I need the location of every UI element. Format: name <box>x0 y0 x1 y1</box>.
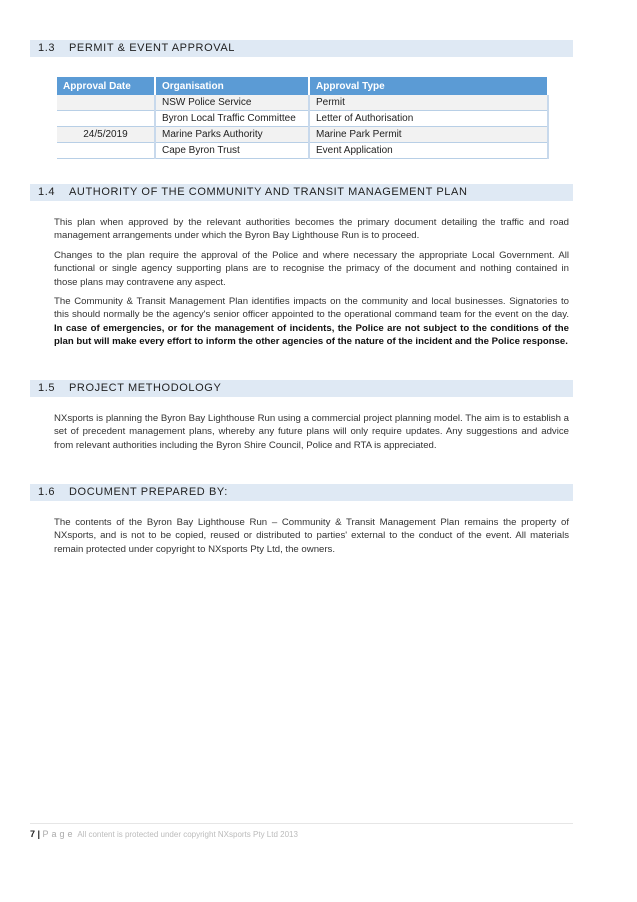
paragraph <box>54 295 569 349</box>
methodology-text <box>54 412 569 458</box>
paragraph: NXsports is planning the Byron Bay Lighthouse Run using a commercial project planning model. The aim is to establish a set of precedent management plans, whereby any future plans will only require updates. Any suggestions and advice from relevant authorities including the Byron Shire Council, Police and RTA is appreciated. <box>54 413 569 451</box>
paragraph: Changes to the plan require the approval of the Police and where necessary the appropriate Local Government. All functional or single agency supporting plans are to recognise the primacy of the document and nothing contained in those plans may contravene any aspect. <box>54 249 569 288</box>
section-heading-permit <box>30 40 573 57</box>
section-number: 1.3 <box>38 42 56 54</box>
table-row <box>57 111 548 127</box>
cell-organisation: Cape Byron Trust <box>155 143 309 159</box>
page-label: Page <box>42 829 76 839</box>
section-title: PERMIT & EVENT APPROVAL <box>69 42 236 54</box>
cell-type: Letter of Authorisation <box>309 111 548 127</box>
section-title: DOCUMENT PREPARED BY: <box>69 486 228 498</box>
section-title: AUTHORITY OF THE COMMUNITY AND TRANSIT MANAGEMENT PLAN <box>69 186 468 198</box>
prepared-text <box>54 516 569 562</box>
footer-separator: | <box>35 829 43 839</box>
paragraph-text: The Community & Transit Management Plan identifies impacts on the community and local businesses. Signatories to this should normally be the agency's senior officer appointed to the operational command team for the event on the day. <box>54 296 569 321</box>
section-heading-methodology <box>30 380 573 397</box>
cell-date <box>57 95 155 111</box>
header-approval-date: Approval Date <box>57 77 155 95</box>
table-row <box>57 143 548 159</box>
paragraph: This plan when approved by the relevant authorities becomes the primary document detailing the traffic and road management arrangements under which the Byron Bay Lighthouse Run is to proceed. <box>54 217 569 242</box>
section-number: 1.4 <box>38 186 56 198</box>
cell-organisation: NSW Police Service <box>155 95 309 111</box>
page-number: 7 <box>30 829 36 839</box>
cell-type: Marine Park Permit <box>309 127 548 143</box>
page-footer <box>30 823 573 839</box>
table-row <box>57 95 548 111</box>
approval-table <box>57 77 549 159</box>
section-number: 1.6 <box>38 486 56 498</box>
section-heading-prepared <box>30 484 573 501</box>
footer-copyright: All content is protected under copyright NXsports Pty Ltd 2013 <box>77 830 298 839</box>
authority-text <box>54 216 569 355</box>
table-row <box>57 127 548 143</box>
section-heading-authority <box>30 184 573 201</box>
cell-date <box>57 111 155 127</box>
cell-type: Event Application <box>309 143 548 159</box>
cell-organisation: Marine Parks Authority <box>155 127 309 143</box>
bold-text: In case of emergencies, or for the management of incidents, the Police are not subject to the conditions of the plan but will make every effort to inform the other agencies of the nature of the incident and the Police response. <box>54 322 569 348</box>
cell-date <box>57 143 155 159</box>
header-organisation: Organisation <box>155 77 309 95</box>
header-approval-type: Approval Type <box>309 77 548 95</box>
section-number: 1.5 <box>38 382 56 394</box>
cell-organisation: Byron Local Traffic Committee <box>155 111 309 127</box>
paragraph: The contents of the Byron Bay Lighthouse Run – Community & Transit Management Plan remains the property of NXsports, and is not to be copied, reused or distributed to parties' external to the conduct of the event. All materials remain protected under copyright to NXsports Pty Ltd, the owners. <box>54 517 569 555</box>
cell-date: 24/5/2019 <box>57 127 155 143</box>
section-title: PROJECT METHODOLOGY <box>69 382 222 394</box>
cell-type: Permit <box>309 95 548 111</box>
